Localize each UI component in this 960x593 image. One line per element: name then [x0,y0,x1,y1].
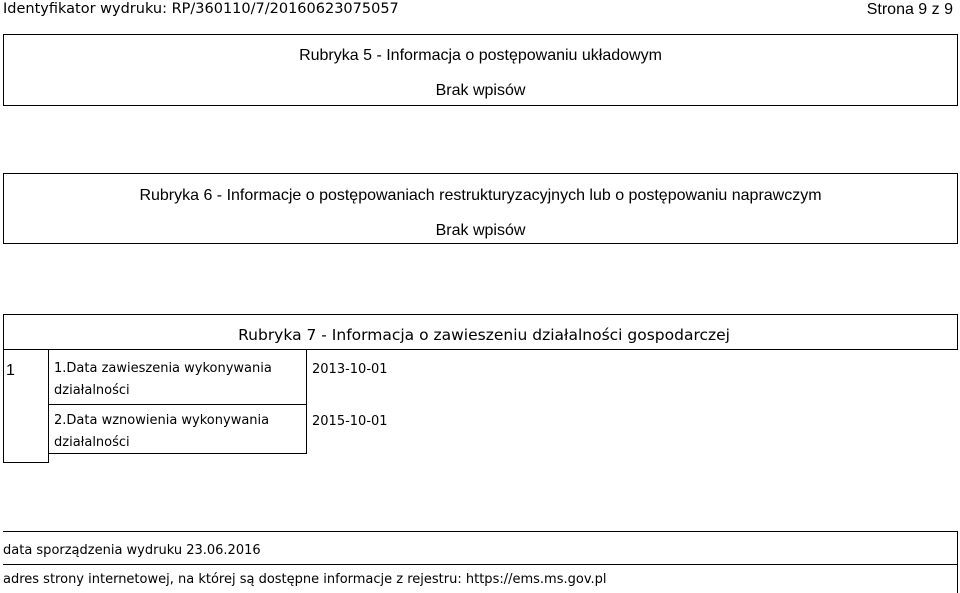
row-1-col-divider [306,349,307,405]
row-1-label-line-2: działalności [54,383,130,398]
entry-number-divider [48,349,49,463]
row-1-label [54,358,272,402]
register-website: adres strony internetowej, na której są dostępne informacje z rejestru: https://ems.ms.gov.pl [3,572,607,587]
print-date: data sporządzenia wydruku 23.06.2016 [3,543,261,558]
row-2-label-line-2: działalności [54,435,130,450]
row-2-bottom-border [49,453,307,454]
row-2-col-divider [306,405,307,453]
section-6-box [3,173,958,244]
entry-number: 1 [6,362,15,379]
footer-top-border [3,531,958,532]
section-6-empty: Brak wpisów [435,222,526,239]
section-5-empty: Brak wpisów [435,82,526,99]
section-5-title: Rubryka 5 - Informacja o postępowaniu układowym [299,47,662,64]
footer-right-border [957,531,958,593]
entry-bottom-border [3,462,49,463]
row-1-label-line-1: 1.Data zawieszenia wykonywania [54,361,272,376]
row-1-bottom-border [49,404,307,405]
page-number: Strona 9 z 9 [866,1,953,18]
section-5-box [3,34,958,106]
section-6-title: Rubryka 6 - Informacje o postępowaniach restrukturyzacyjnych lub o postępowaniu naprawczym [139,187,822,204]
footer-divider [3,564,958,565]
print-identifier: Identyfikator wydruku: RP/360110/7/20160623075057 [3,1,399,17]
row-2-label-line-1: 2.Data wznowienia wykonywania [54,413,270,428]
section-7-title: Rubryka 7 - Informacja o zawieszeniu działalności gospodarczej [238,326,730,344]
row-1-value: 2013-10-01 [312,362,388,377]
row-2-label [54,410,269,454]
section-7-right-border [957,314,958,349]
row-2-value: 2015-10-01 [312,414,388,429]
section-7-header-divider [3,349,958,350]
